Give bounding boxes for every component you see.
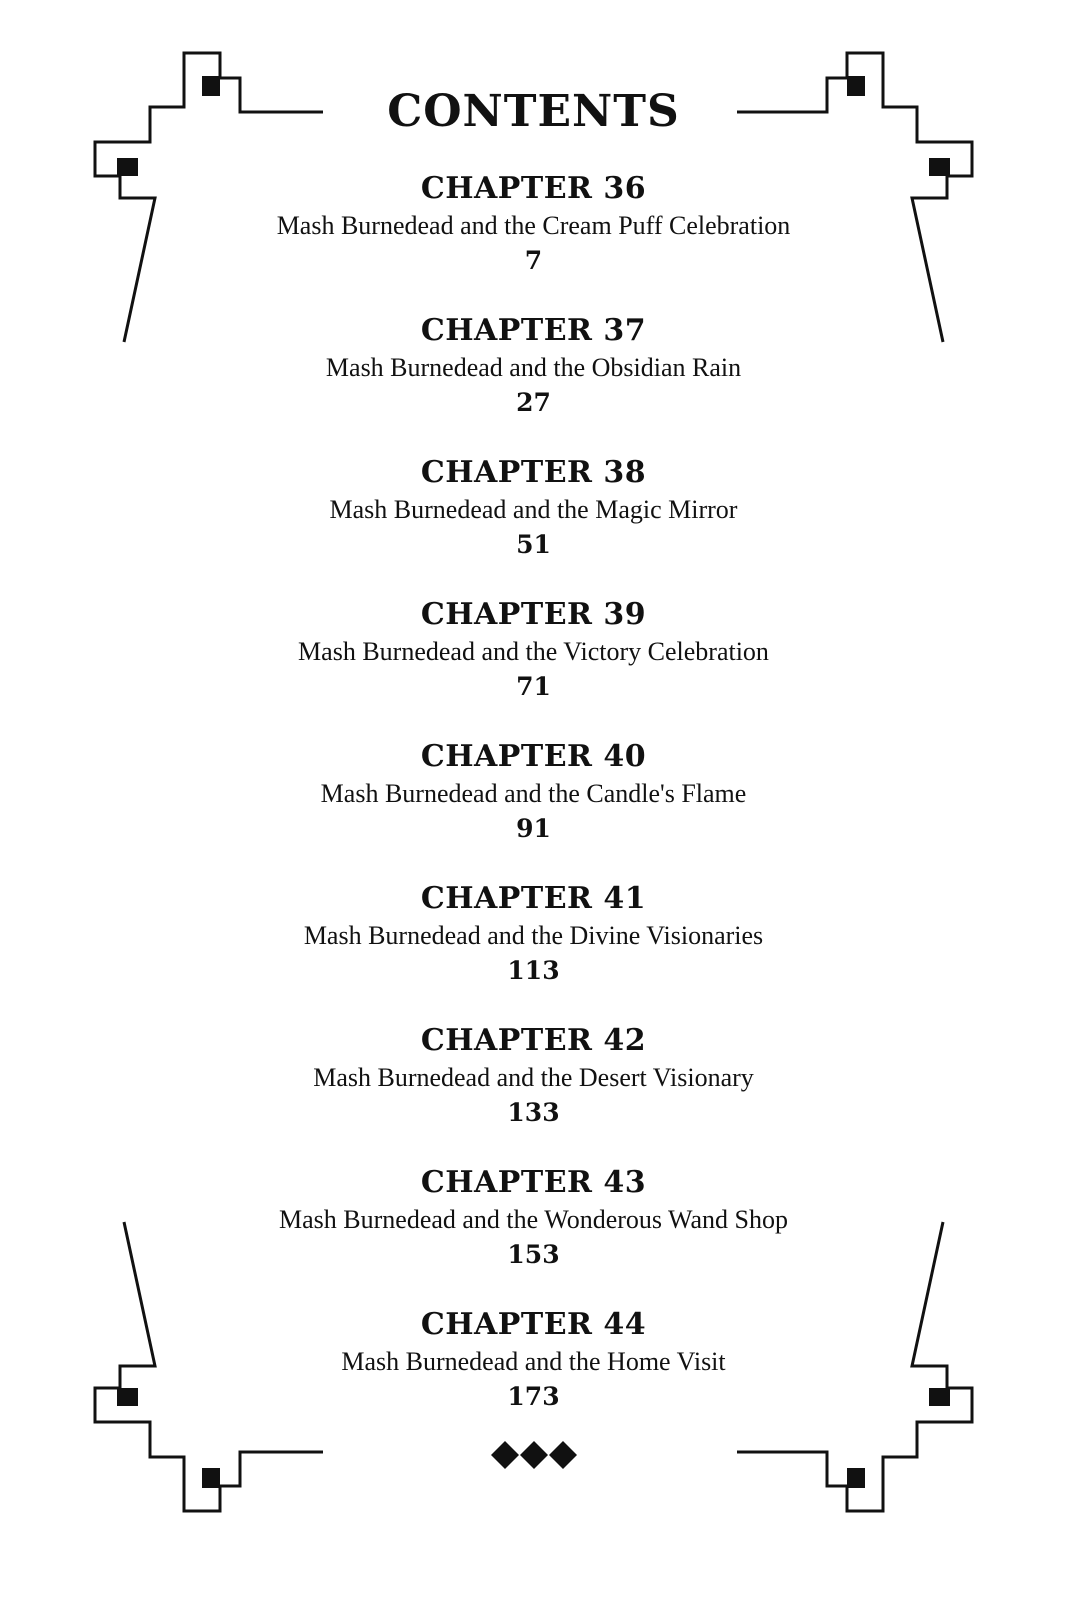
- chapter-title: Mash Burnedead and the Candle's Flame: [320, 779, 747, 808]
- toc-entry[interactable]: [0, 312, 1067, 454]
- page-number: 153: [507, 1240, 560, 1269]
- chapter-title: Mash Burnedead and the Obsidian Rain: [325, 353, 742, 382]
- chapter-heading: CHAPTER 43: [420, 1165, 647, 1200]
- chapter-title: Mash Burnedead and the Divine Visionaries: [303, 921, 764, 950]
- chapter-heading: CHAPTER 36: [420, 171, 647, 206]
- toc-entry[interactable]: [0, 1306, 1067, 1448]
- chapter-heading: CHAPTER 44: [420, 1307, 647, 1342]
- table-of-contents: [0, 170, 1067, 1448]
- page-number: 173: [507, 1382, 560, 1411]
- toc-entry[interactable]: [0, 880, 1067, 1022]
- toc-entry[interactable]: [0, 738, 1067, 880]
- toc-entry[interactable]: [0, 596, 1067, 738]
- page-number: 133: [507, 1098, 560, 1127]
- diamond-ornament-icon: [491, 1438, 577, 1472]
- chapter-title: Mash Burnedead and the Home Visit: [341, 1347, 726, 1376]
- chapter-heading: CHAPTER 42: [420, 1023, 647, 1058]
- toc-entry[interactable]: [0, 1022, 1067, 1164]
- chapter-title: Mash Burnedead and the Victory Celebration: [298, 637, 769, 666]
- chapter-title: Mash Burnedead and the Magic Mirror: [329, 495, 738, 524]
- toc-entry[interactable]: [0, 454, 1067, 596]
- page-number: 71: [516, 672, 551, 701]
- chapter-title: Mash Burnedead and the Wonderous Wand Shop: [279, 1205, 788, 1234]
- toc-entry[interactable]: [0, 170, 1067, 312]
- page-title: CONTENTS: [387, 86, 680, 137]
- toc-entry[interactable]: [0, 1164, 1067, 1306]
- chapter-title: Mash Burnedead and the Desert Visionary: [313, 1063, 754, 1092]
- page-number: 113: [507, 956, 560, 985]
- page-number: 7: [524, 246, 543, 275]
- chapter-heading: CHAPTER 38: [420, 455, 647, 490]
- page-number: 51: [516, 530, 551, 559]
- chapter-heading: CHAPTER 40: [420, 739, 647, 774]
- chapter-title: Mash Burnedead and the Cream Puff Celebration: [276, 211, 791, 240]
- page-number: 27: [516, 388, 551, 417]
- chapter-heading: CHAPTER 41: [420, 881, 647, 916]
- chapter-heading: CHAPTER 37: [420, 313, 647, 348]
- chapter-heading: CHAPTER 39: [420, 597, 647, 632]
- page-number: 91: [516, 814, 551, 843]
